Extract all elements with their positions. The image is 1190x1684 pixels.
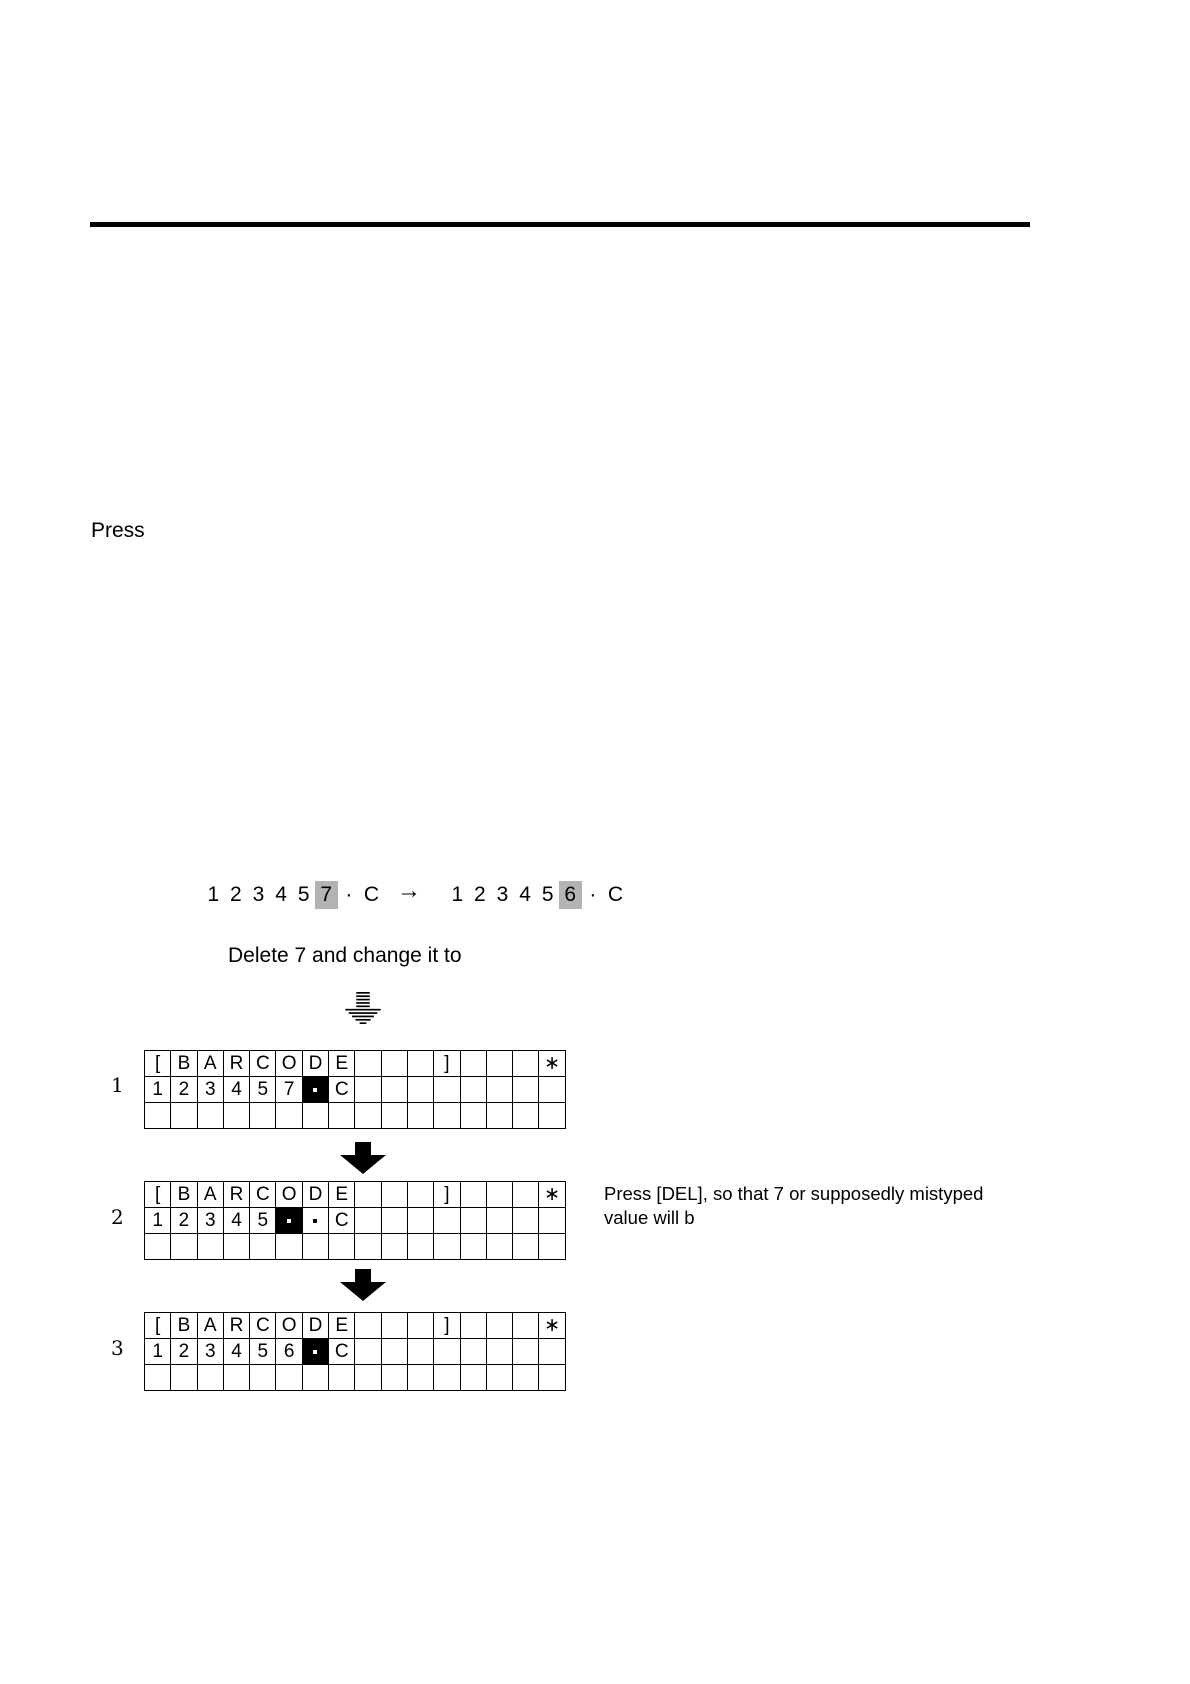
lcd-cell: [145, 1103, 171, 1129]
lcd-cell: [513, 1103, 539, 1129]
lcd-cell: [171, 1365, 197, 1391]
lcd-cell: [381, 1365, 407, 1391]
lcd-cell: [486, 1182, 512, 1208]
lcd-cell: [223, 1234, 249, 1260]
lcd-cell: 2: [171, 1208, 197, 1234]
lcd-cell: [460, 1339, 486, 1365]
sequence-after-char: 6: [559, 881, 582, 909]
lcd-cell: [460, 1182, 486, 1208]
lcd-cell: [539, 1365, 565, 1391]
lcd-cell: [381, 1103, 407, 1129]
lcd-cell: [250, 1234, 276, 1260]
lcd-cell: R: [223, 1313, 249, 1339]
sequence-before-char: 3: [252, 883, 265, 906]
lcd-cell: [197, 1103, 223, 1129]
lcd-cell: 4: [223, 1208, 249, 1234]
striped-down-arrow-icon: [340, 992, 386, 1024]
lcd-cell: 3: [197, 1339, 223, 1365]
lcd-cell: D: [302, 1313, 328, 1339]
lcd-cell: [434, 1365, 460, 1391]
lcd-cell: [355, 1208, 381, 1234]
lcd-cell: [486, 1313, 512, 1339]
lcd-cell: [407, 1234, 433, 1260]
lcd-cell: [460, 1208, 486, 1234]
lcd-cell: [434, 1103, 460, 1129]
lcd-cell: [145, 1365, 171, 1391]
lcd-cell: [539, 1077, 565, 1103]
lcd-cell: [486, 1051, 512, 1077]
lcd-cell: E: [329, 1313, 355, 1339]
lcd-cell: C: [329, 1339, 355, 1365]
lcd-cell: 1: [145, 1339, 171, 1365]
sequence-before-char: C: [363, 883, 380, 906]
lcd-cell: C: [250, 1182, 276, 1208]
header-rule: [90, 222, 1030, 227]
lcd-cell: [539, 1103, 565, 1129]
lcd-cell: [434, 1339, 460, 1365]
lcd-cell: [486, 1208, 512, 1234]
sequence-after-char: ·: [589, 883, 597, 906]
sequence-after-char: 4: [519, 883, 531, 906]
lcd-cell: [329, 1234, 355, 1260]
lcd-cell: A: [197, 1051, 223, 1077]
lcd-row: [145, 1051, 566, 1077]
lcd-cell: [513, 1339, 539, 1365]
lcd-cell: [250, 1103, 276, 1129]
lcd-cell: [276, 1208, 302, 1234]
lcd-cell: [381, 1208, 407, 1234]
sequence-before-char: 4: [275, 883, 287, 906]
lcd-cell: B: [171, 1313, 197, 1339]
right-arrow-icon: →: [397, 877, 421, 904]
lcd-display-step-3: [144, 1312, 566, 1391]
lcd-cell: [486, 1339, 512, 1365]
lcd-cell: [223, 1365, 249, 1391]
lcd-cell: [486, 1234, 512, 1260]
lcd-cell: A: [197, 1313, 223, 1339]
lcd-cell: [407, 1103, 433, 1129]
lcd-cell: [355, 1051, 381, 1077]
lcd-cell: [513, 1208, 539, 1234]
lcd-cell: 5: [250, 1077, 276, 1103]
sequence-before-char: 2: [230, 883, 242, 906]
lcd-cell: [407, 1077, 433, 1103]
lcd-cell: [355, 1313, 381, 1339]
lcd-cell: [302, 1103, 328, 1129]
lcd-cell: [355, 1077, 381, 1103]
lcd-cell: O: [276, 1051, 302, 1077]
lcd-cell: [407, 1365, 433, 1391]
lcd-cell: [460, 1313, 486, 1339]
lcd-cell: [381, 1051, 407, 1077]
lcd-cell: [223, 1103, 249, 1129]
lcd-cell: [513, 1182, 539, 1208]
lcd-cell: ∗: [539, 1182, 565, 1208]
lcd-cell: R: [223, 1182, 249, 1208]
lcd-cell: [513, 1313, 539, 1339]
step-2-note: Press [DEL], so that 7 or supposedly mistyped value will b: [604, 1183, 984, 1228]
lcd-cell: [513, 1077, 539, 1103]
lcd-cell: [513, 1051, 539, 1077]
lcd-cell: 3: [197, 1208, 223, 1234]
lcd-cell: 1: [145, 1077, 171, 1103]
lcd-cell: D: [302, 1182, 328, 1208]
sequence-before-char: ·: [345, 883, 353, 906]
lcd-cell: [434, 1208, 460, 1234]
sequence-after: [446, 880, 627, 910]
lcd-cell: [276, 1365, 302, 1391]
lcd-display-step-2: [144, 1181, 566, 1260]
lcd-row: [145, 1234, 566, 1260]
lcd-cell: 5: [250, 1208, 276, 1234]
lcd-cell: [407, 1339, 433, 1365]
sequence-after-char: 1: [451, 883, 464, 906]
lcd-cell: C: [250, 1313, 276, 1339]
lcd-cell: [460, 1234, 486, 1260]
lcd-cell: [302, 1234, 328, 1260]
lcd-cell: [513, 1234, 539, 1260]
lcd-cell: [171, 1234, 197, 1260]
lcd-cell: [: [145, 1313, 171, 1339]
lcd-cell: 6: [276, 1339, 302, 1365]
lcd-cell: ]: [434, 1051, 460, 1077]
lcd-cell: [513, 1365, 539, 1391]
lcd-row: [145, 1208, 566, 1234]
lcd-cell: O: [276, 1313, 302, 1339]
sequence-after-char: 2: [474, 883, 486, 906]
lcd-cell: [355, 1365, 381, 1391]
lcd-cell: [539, 1208, 565, 1234]
lcd-cell: [381, 1313, 407, 1339]
lcd-cell: [407, 1051, 433, 1077]
lcd-row: [145, 1339, 566, 1365]
lcd-cell: [276, 1234, 302, 1260]
lcd-cell: [460, 1103, 486, 1129]
lcd-cell: [460, 1051, 486, 1077]
lcd-row: [145, 1077, 566, 1103]
lcd-cell: 4: [223, 1077, 249, 1103]
lcd-cell: [355, 1339, 381, 1365]
lcd-cell: ]: [434, 1313, 460, 1339]
press-text: Press: [91, 519, 145, 542]
lcd-cell: B: [171, 1182, 197, 1208]
lcd-cell: [197, 1234, 223, 1260]
sequence-before-char: 5: [297, 883, 310, 906]
lcd-cell: 2: [171, 1339, 197, 1365]
lcd-row: [145, 1313, 566, 1339]
lcd-cell: [355, 1103, 381, 1129]
lcd-cell: 7: [276, 1077, 302, 1103]
lcd-cell: B: [171, 1051, 197, 1077]
lcd-cell: [539, 1339, 565, 1365]
lcd-cell: R: [223, 1051, 249, 1077]
lcd-cell: [486, 1103, 512, 1129]
lcd-cell: [276, 1103, 302, 1129]
lcd-cell: [486, 1077, 512, 1103]
lcd-cell: [302, 1077, 328, 1103]
lcd-cell: C: [329, 1208, 355, 1234]
lcd-cell: ∗: [539, 1051, 565, 1077]
lcd-cell: C: [329, 1077, 355, 1103]
lcd-cell: [407, 1208, 433, 1234]
lcd-cell: E: [329, 1051, 355, 1077]
lcd-cell: [434, 1234, 460, 1260]
down-arrow-icon: [340, 1142, 386, 1174]
down-arrow-icon: [340, 1269, 386, 1301]
lcd-cell: A: [197, 1182, 223, 1208]
lcd-row: [145, 1365, 566, 1391]
lcd-cell: [381, 1182, 407, 1208]
lcd-cell: [407, 1182, 433, 1208]
lcd-cell: [329, 1365, 355, 1391]
lcd-cell: D: [302, 1051, 328, 1077]
lcd-cell: [434, 1077, 460, 1103]
lcd-cell: 1: [145, 1208, 171, 1234]
lcd-cell: [302, 1339, 328, 1365]
lcd-cell: O: [276, 1182, 302, 1208]
lcd-row: [145, 1182, 566, 1208]
lcd-cell: 3: [197, 1077, 223, 1103]
lcd-cell: [355, 1182, 381, 1208]
lcd-cell: [460, 1077, 486, 1103]
lcd-cell: 2: [171, 1077, 197, 1103]
example-caption: Delete 7 and change it to: [228, 944, 462, 967]
lcd-cell: [: [145, 1051, 171, 1077]
lcd-cell: [: [145, 1182, 171, 1208]
step-number: 2: [111, 1205, 124, 1229]
sequence-before: [202, 880, 383, 910]
lcd-cell: 4: [223, 1339, 249, 1365]
lcd-cell: [145, 1234, 171, 1260]
lcd-cell: [197, 1365, 223, 1391]
sequence-before-char: 7: [315, 881, 338, 909]
sequence-after-char: 5: [541, 883, 554, 906]
lcd-cell: [539, 1234, 565, 1260]
lcd-cell: [486, 1365, 512, 1391]
lcd-cell: [407, 1313, 433, 1339]
lcd-cell: C: [250, 1051, 276, 1077]
lcd-cell: [355, 1234, 381, 1260]
step-number: 1: [111, 1073, 124, 1097]
lcd-cell: [302, 1208, 328, 1234]
lcd-cell: ∗: [539, 1313, 565, 1339]
lcd-cell: 5: [250, 1339, 276, 1365]
lcd-cell: [250, 1365, 276, 1391]
lcd-cell: [381, 1339, 407, 1365]
lcd-display-step-1: [144, 1050, 566, 1129]
sequence-after-char: C: [607, 883, 624, 906]
sequence-before-char: 1: [207, 883, 220, 906]
lcd-cell: E: [329, 1182, 355, 1208]
lcd-cell: ]: [434, 1182, 460, 1208]
lcd-cell: [381, 1077, 407, 1103]
lcd-cell: [460, 1365, 486, 1391]
step-number: 3: [111, 1336, 124, 1360]
lcd-cell: [329, 1103, 355, 1129]
lcd-cell: [171, 1103, 197, 1129]
lcd-cell: [381, 1234, 407, 1260]
sequence-after-char: 3: [496, 883, 509, 906]
lcd-cell: [302, 1365, 328, 1391]
lcd-row: [145, 1103, 566, 1129]
